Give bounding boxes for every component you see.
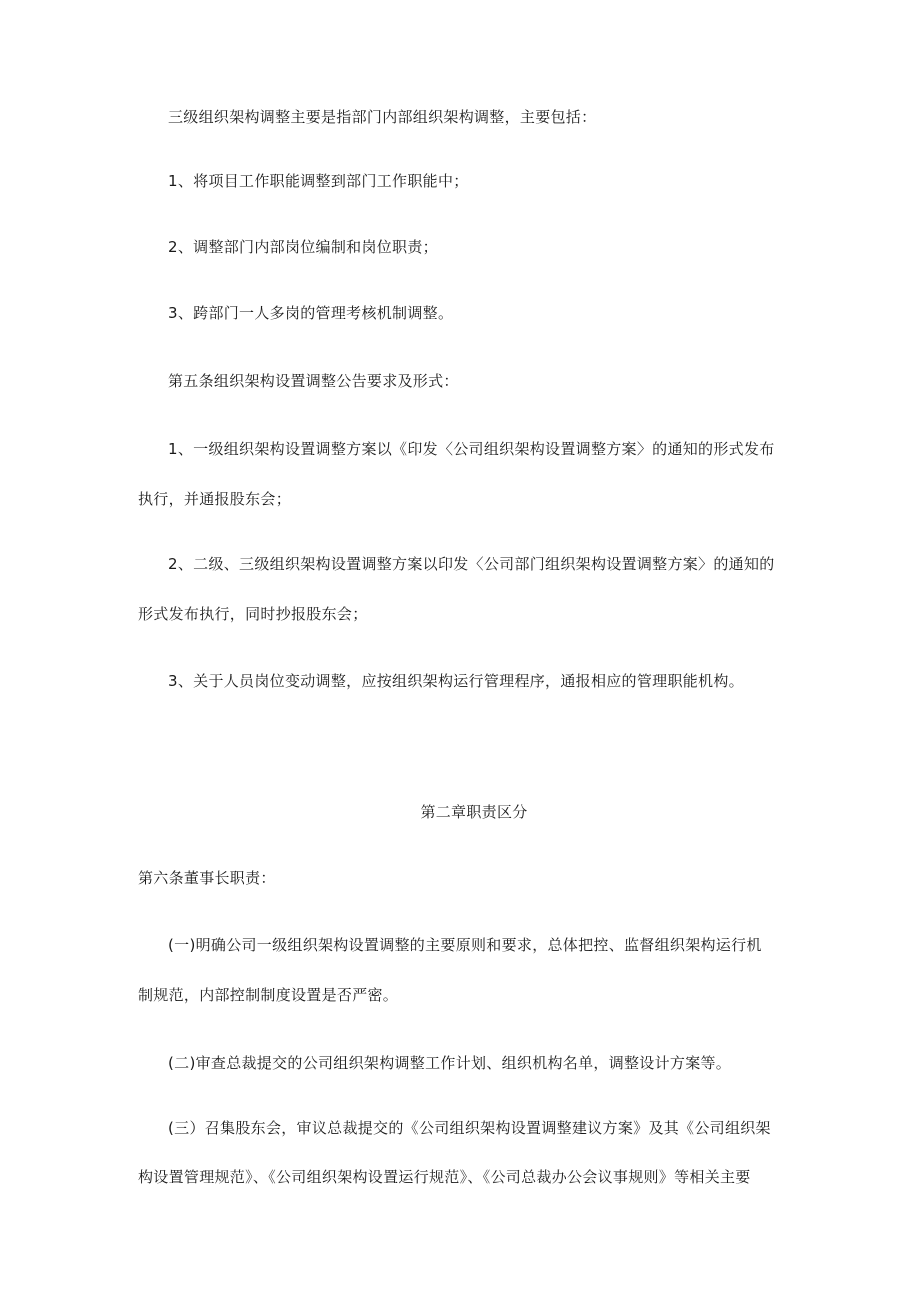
- list-item-1: 1、将项目工作职能调整到部门工作职能中；: [168, 172, 469, 190]
- article-5-heading: 第五条组织架构设置调整公告要求及形式：: [168, 372, 459, 390]
- article-5-item-2-line-1: 2、二级、三级组织架构设置调整方案以印发〈公司部门组织架构设置调整方案〉的通知的: [168, 555, 775, 573]
- article-5-item-1-line-2: 执行，并通报股东会；: [138, 490, 292, 508]
- article-6-item-3-line-2: 构设置管理规范》、《公司组织架构设置运行规范》、《公司总裁办公会议事规则》等相关主要: [138, 1168, 751, 1186]
- list-item-3: 3、跨部门一人多岗的管理考核机制调整。: [168, 304, 454, 322]
- article-6-item-2: (二)审查总裁提交的公司组织架构调整工作计划、组织机构名单，调整设计方案等。: [168, 1054, 732, 1072]
- article-6-item-3-line-1: (三）召集股东会，审议总裁提交的《公司组织架构设置调整建议方案》及其《公司组织架: [168, 1119, 771, 1137]
- paragraph-org-level3-intro: 三级组织架构调整主要是指部门内部组织架构调整，主要包括：: [168, 108, 597, 126]
- chapter-2-title: 第二章职责区分: [420, 803, 528, 821]
- article-5-item-3: 3、关于人员岗位变动调整，应按组织架构运行管理程序，通报相应的管理职能机构。: [168, 672, 744, 690]
- article-6-item-1-line-1: (一)明确公司一级组织架构设置调整的主要原则和要求，总体把控、监督组织架构运行机: [168, 936, 762, 954]
- list-item-2: 2、调整部门内部岗位编制和岗位职责；: [168, 238, 438, 256]
- article-6-heading: 第六条董事长职责：: [138, 869, 276, 887]
- article-6-item-1-line-2: 制规范，内部控制制度设置是否严密。: [138, 986, 399, 1004]
- article-5-item-2-line-2: 形式发布执行，同时抄报股东会；: [138, 605, 368, 623]
- article-5-item-1-line-1: 1、一级组织架构设置调整方案以《印发〈公司组织架构设置调整方案〉的通知的形式发布: [168, 440, 775, 458]
